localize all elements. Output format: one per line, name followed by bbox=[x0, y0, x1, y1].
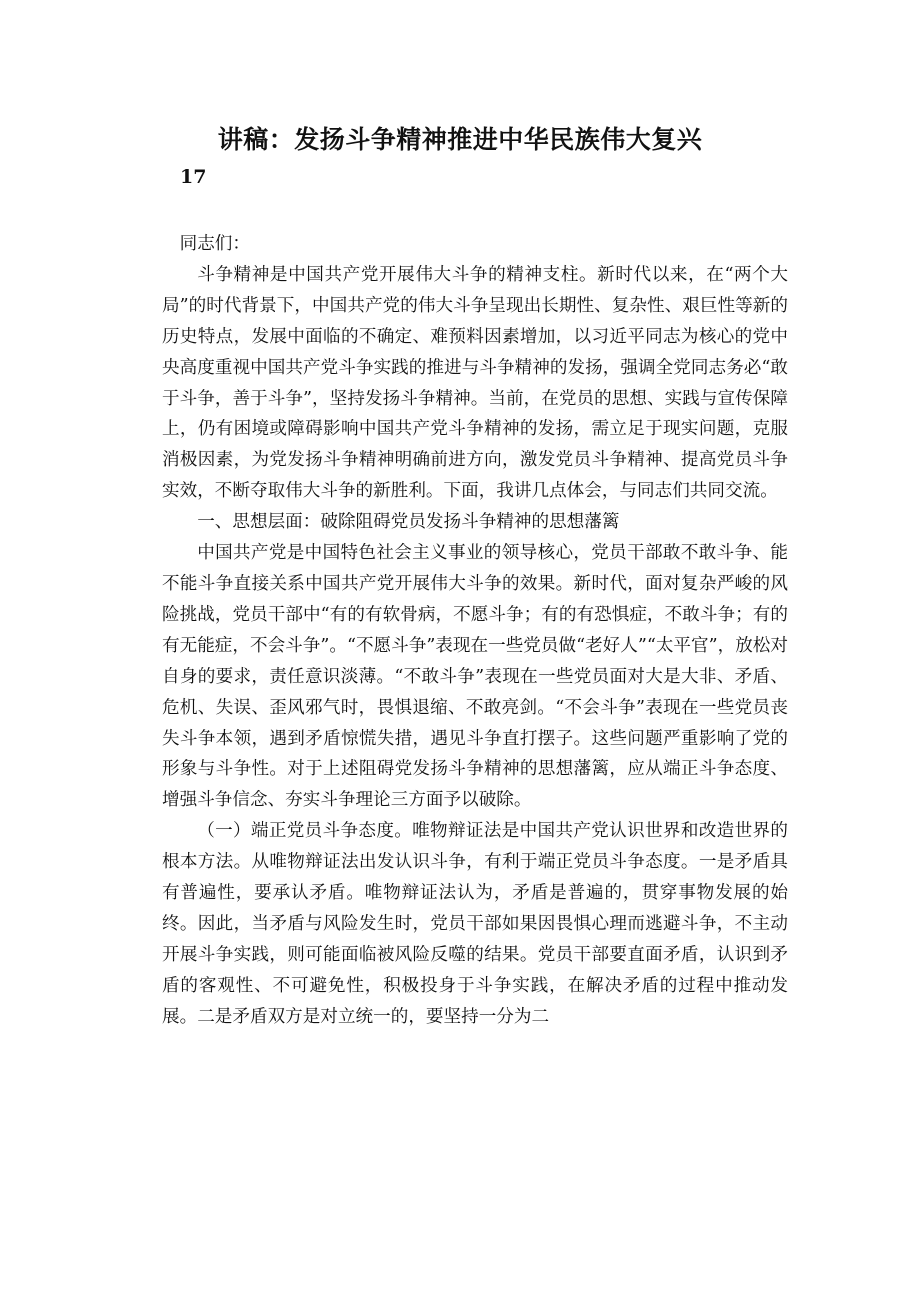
document-number: 17 bbox=[180, 166, 207, 188]
paragraph-subsection-1: （一）端正党员斗争态度。唯物辩证法是中国共产党认识世界和改造世界的根本方法。从唯物辩证法出发认识斗争，有利于端正党员斗争态度。一是矛盾具有普遍性，要承认矛盾。唯物辩证法认为，矛盾是普遍的，贯穿事物发展的始终。因此，当矛盾与风险发生时，党员干部如果因畏惧心理而逃避斗争，不主动开展斗争实践，则可能面临被风险反噬的结果。党员干部要直面矛盾，认识到矛盾的客观性、不可避免性，积极投身于斗争实践，在解决矛盾的过程中推动发展。二是矛盾双方是对立统一的，要坚持一分为二 bbox=[162, 821, 788, 1027]
paragraph-section-1: 中国共产党是中国特色社会主义事业的领导核心，党员干部敢不敢斗争、能不能斗争直接关系中国共产党开展伟大斗争的效果。新时代，面对复杂严峻的风险挑战，党员干部中“有的有软骨病，不愿斗争；有的有恐惧症，不敢斗争；有的有无能症，不会斗争”。“不愿斗争”表现在一些党员做“老好人”“太平官”，放松对自身的要求，责任意识淡薄。“不敢斗争”表现在一些党员面对大是大非、矛盾、危机、失误、歪风邪气时，畏惧退缩、不敢亮剑。“不会斗争”表现在一些党员丧失斗争本领，遇到矛盾惊慌失措，遇见斗争直打摆子。这些问题严重影响了党的形象与斗争性。对于上述阻碍党发扬斗争精神的思想藩篱，应从端正斗争态度、增强斗争信念、夯实斗争理论三方面予以破除。 bbox=[162, 543, 788, 811]
greeting: 同志们： bbox=[179, 234, 250, 254]
paragraph-intro: 斗争精神是中国共产党开展伟大斗争的精神支柱。新时代以来，在“两个大局”的时代背景下，中国共产党的伟大斗争呈现出长期性、复杂性、艰巨性等新的历史特点，发展中面临的不确定、难预料因素增加，以习近平同志为核心的党中央高度重视中国共产党斗争实践的推进与斗争精神的发扬，强调全党同志务必“敢于斗争，善于斗争”，坚持发扬斗争精神。当前，在党员的思想、实践与宣传保障上，仍有困境或障碍影响中国共产党斗争精神的发扬，需立足于现实问题，克服消极因素，为党发扬斗争精神明确前进方向，激发党员斗争精神、提高党员斗争实效，不断夺取伟大斗争的新胜利。下面，我讲几点体会，与同志们共同交流。 bbox=[162, 264, 788, 502]
document-title: 讲稿：发扬斗争精神推进中华民族伟大复兴 bbox=[217, 125, 703, 154]
document-body bbox=[162, 229, 788, 1033]
section-heading-1: 一、思想层面：破除阻碍党员发扬斗争精神的思想藩篱 bbox=[197, 512, 620, 533]
